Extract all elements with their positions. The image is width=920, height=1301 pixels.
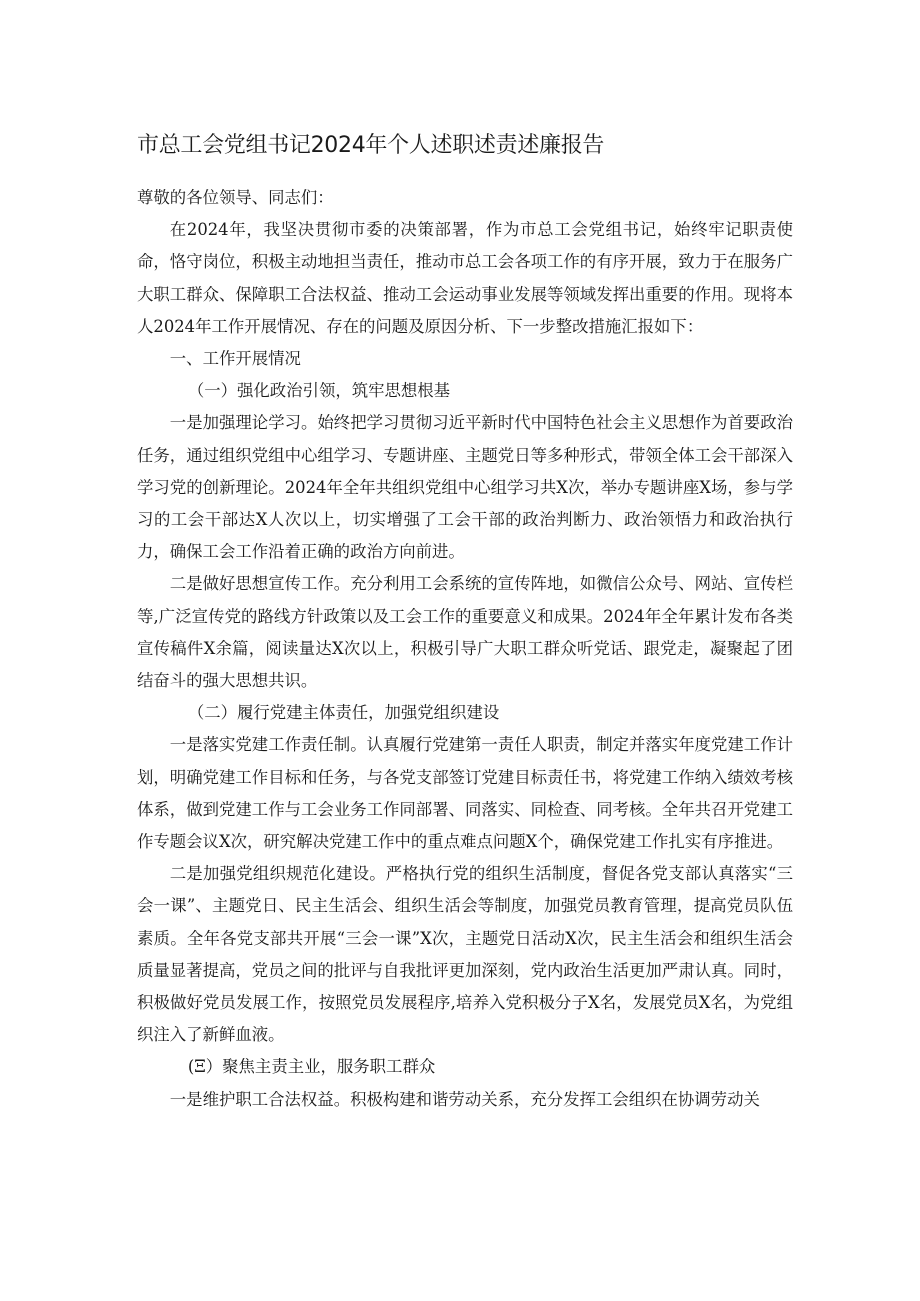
paragraph-worker-rights: 一是维护职工合法权益。积极构建和谐劳动关系，充分发挥工会组织在协调劳动关: [169, 1089, 760, 1109]
document-title: 市总工会党组书记2024年个人述职述责述廉报告: [137, 133, 605, 158]
paragraph-organization-standardization: 二是加强党组织规范化建设。严格执行党的组织生活制度，督促各党支部认真落实“三会一课”、主题党日、民主生活会、组织生活会等制度，加强党员教育管理，提高党员队伍素质。全年各党支部共开展“三会一课”X次，主题党日活动X次，民主生活会和组织生活会质量显著提高，党员之间的批评与自我批评更加深刻，党内政治生活更加严肃认真。同时，积极做好党员发展工作，按照党员发展程序,培养入党积极分子X名，发展党员X名，为党组织注入了新鲜血液。: [137, 864, 793, 1045]
intro-paragraph: 在2024年，我坚决贯彻市委的决策部署，作为市总工会党组书记，始终牢记职责使命，恪守岗位，积极主动地担当责任，推动市总工会各项工作的有序开展，致力于在服务广大职工群众、保障职工合法权益、推动工会运动事业发展等领域发挥出重要的作用。现将本人2024年工作开展情况、存在的问题及原因分析、下一步整改措施汇报如下：: [137, 220, 793, 336]
paragraph-theory-study: 一是加强理论学习。始终把学习贯彻习近平新时代中国特色社会主义思想作为首要政治任务，通过组织党组中心组学习、专题讲座、主题党日等多种形式，带领全体工会干部深入学习党的创新理论。2024年全年共组织党组中心组学习共X次，举办专题讲座X场，参与学习的工会干部达X人次以上，切实增强了工会干部的政治判断力、政治领悟力和政治执行力，确保工会工作沿着正确的政治方向前进。: [137, 413, 793, 562]
subsection-heading-serve-workers: (Ξ）聚焦主责主业，服务职工群众: [187, 1057, 436, 1077]
document-body: [137, 182, 793, 1116]
section-heading-work-status: 一、工作开展情况: [169, 349, 301, 369]
paragraph-ideological-publicity: 二是做好思想宣传工作。充分利用工会系统的宣传阵地，如微信公众号、网站、宣传栏等,广泛宣传党的路线方针政策以及工会工作的重要意义和成果。2024年全年累计发布各类宣传稿件X余篇，阅读量达X次以上，积极引导广大职工群众听党话、跟党走，凝聚起了团结奋斗的强大思想共识。: [137, 574, 793, 691]
subsection-heading-political-guidance: （一）强化政治引领，筑牢思想根基: [187, 381, 451, 401]
paragraph-party-responsibility: 一是落实党建工作责任制。认真履行党建第一责任人职责，制定并落实年度党建工作计划，明确党建工作目标和任务，与各党支部签订党建目标责任书，将党建工作纳入绩效考核体系，做到党建工作与工会业务工作同部署、同落实、同检查、同考核。全年共召开党建工作专题会议X次，研究解决党建工作中的重点难点问题X个，确保党建工作扎实有序推进。: [137, 735, 793, 852]
salutation: 尊敬的各位领导、同志们：: [137, 188, 334, 207]
subsection-heading-party-building: （二）履行党建主体责任，加强党组织建设: [187, 703, 500, 723]
